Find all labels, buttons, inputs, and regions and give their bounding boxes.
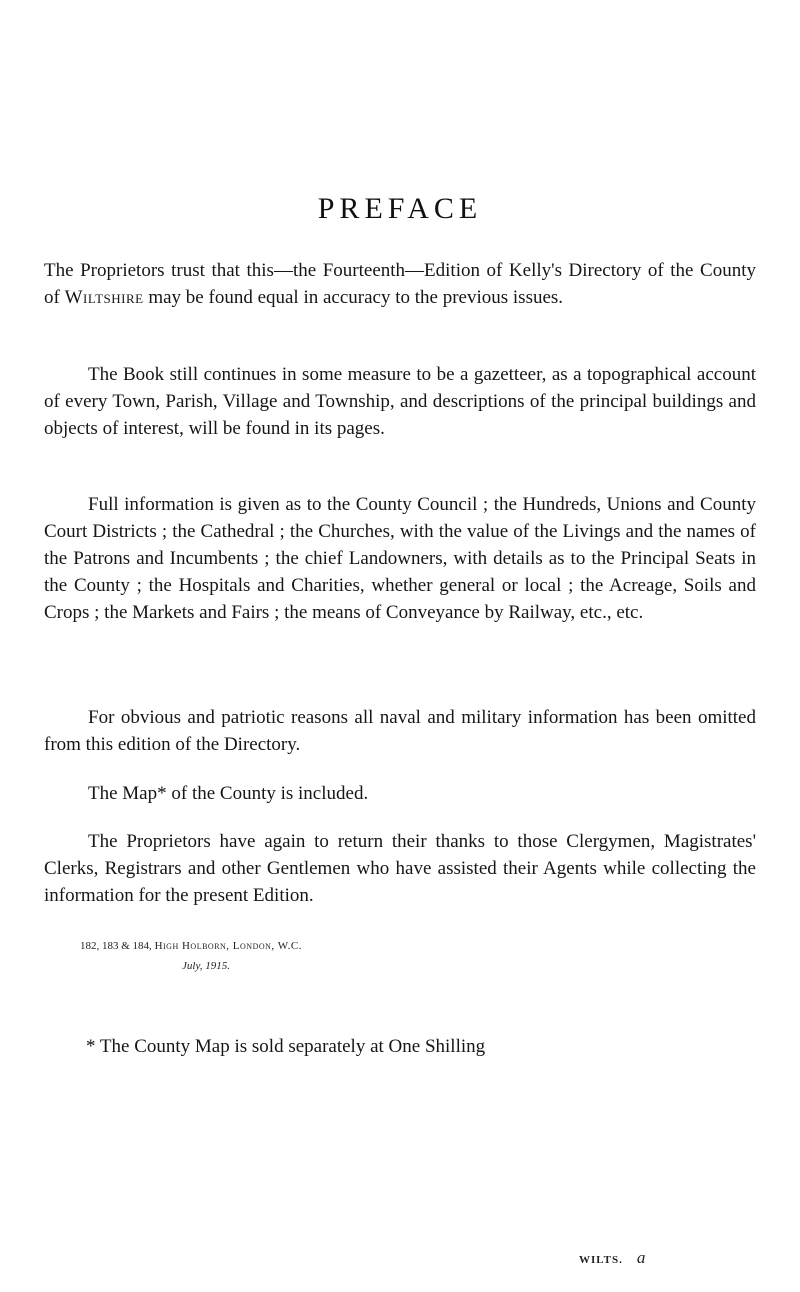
intro-text-before: The Proprietors trust that this—the Fourteenth—Edition of Kelly's Directory of the County of [44,260,756,308]
intro-text-after: may be found equal in accuracy to the previous issues. [143,287,564,308]
paragraph-omissions: For obvious and patriotic reasons all naval and military information has been omitted from this edition of the Directory. [44,707,756,755]
paragraph-intro [44,257,756,311]
footnote: * The County Map is sold separately at One Shilling [86,1036,486,1057]
paragraph-thanks: The Proprietors have again to return their thanks to those Clergymen, Magistrates' Clerks, Registrars and other Gentlemen who have assisted their Agents while collecting the information for the present Edition. [44,831,756,906]
publisher-address [80,936,302,976]
page-title: PREFACE [317,192,483,225]
address-numbers: 182, 183 & 184, [80,940,155,952]
signature-letter: a [636,1248,646,1267]
paragraph-gazetteer: The Book still continues in some measure to be a gazetteer, as a topographical account of every Town, Parish, Village and Township, and descriptions of the principal buildings and objects of interest, will be found in its pages. [44,364,756,439]
address-street: High Holborn, London, W.C. [154,940,302,952]
signature-label: WILTS. [579,1254,623,1266]
page-signature [579,1248,645,1268]
address-date: July, 1915. [182,960,230,972]
paragraph-information: Full information is given as to the County Council ; the Hundreds, Unions and County Court Districts ; the Cathedral ; the Churches, with the value of the Livings and the names of the Patrons and Incumbents ; the chief Landowners, with details as to the Principal Seats in the County ; the Hospitals and Charities, whether general or local ; the Acreage, Soils and Crops ; the Markets and Fairs ; the means of Conveyance by Railway, etc., etc. [44,494,756,623]
county-name: Wiltshire [64,287,144,308]
paragraph-map: The Map* of the County is included. [88,783,369,804]
